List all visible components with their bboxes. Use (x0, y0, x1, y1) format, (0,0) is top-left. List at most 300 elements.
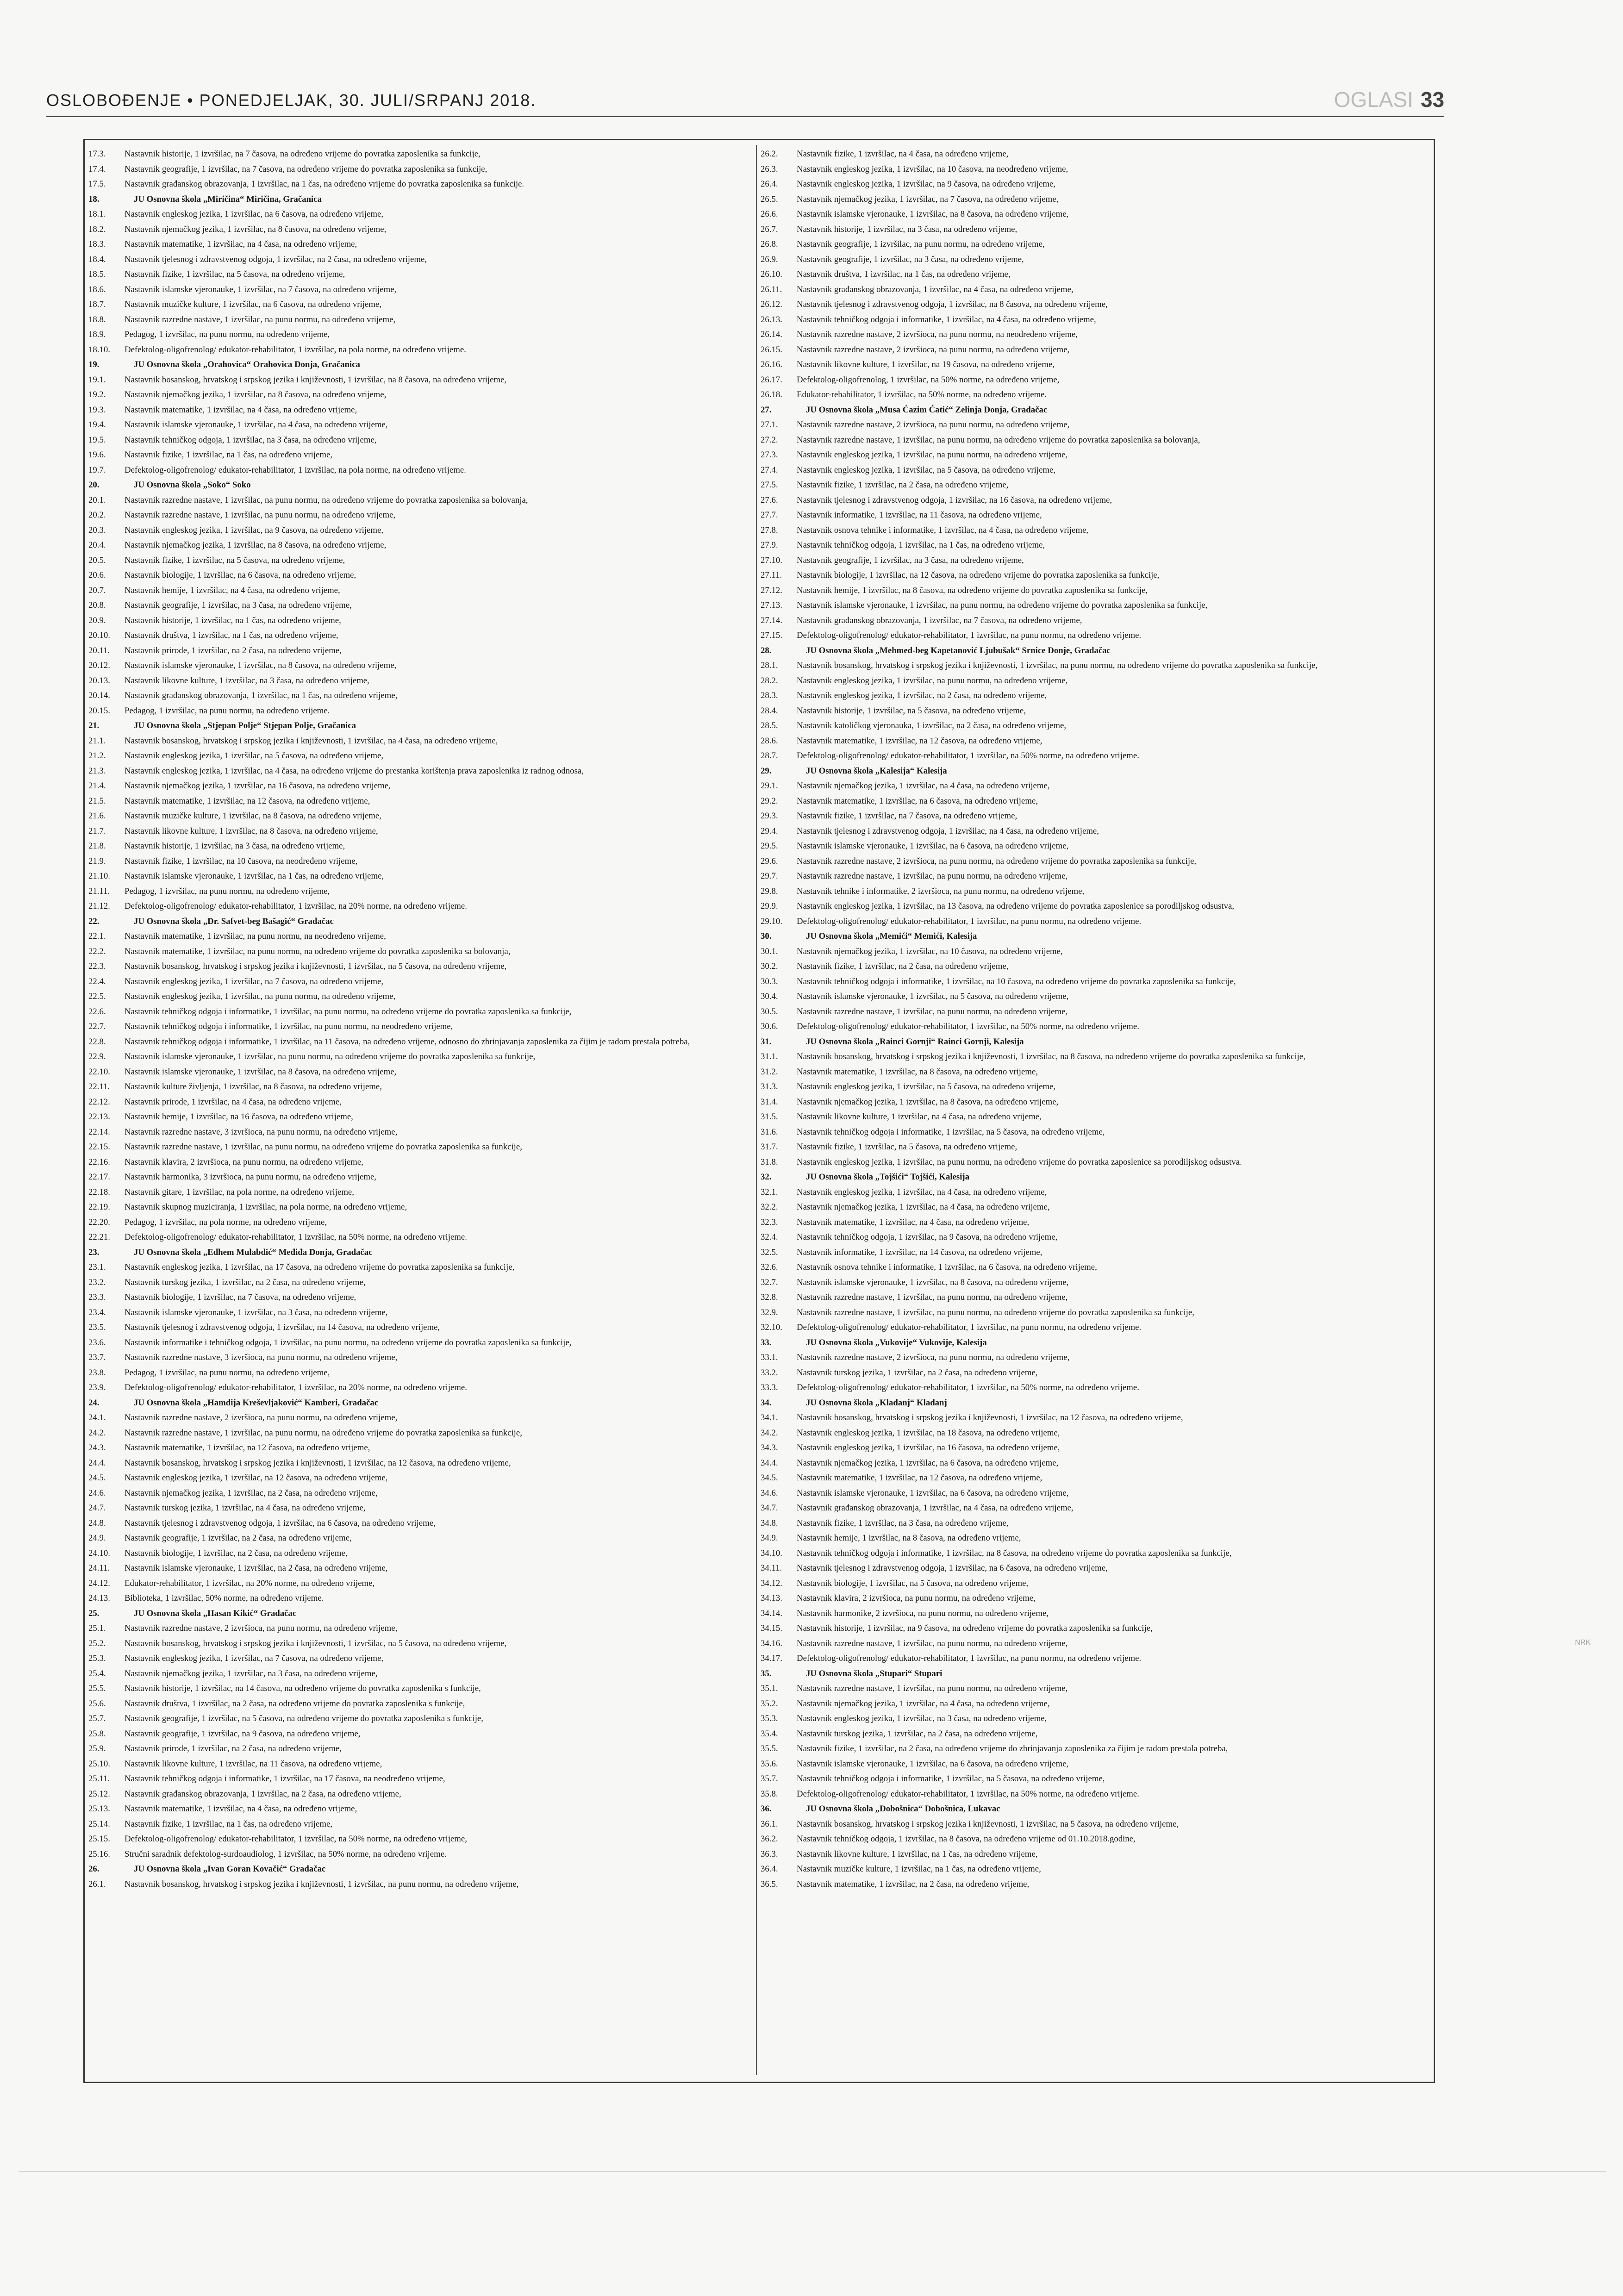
item-text: Nastavnik tjelesnog i zdravstvenog odgoja, 1 izvršilac, na 6 časova, na određeno vrijeme, (125, 1518, 436, 1528)
item-number: 32.7. (761, 1277, 778, 1287)
item-number: 24.13. (88, 1593, 110, 1603)
position-item (88, 989, 755, 1004)
position-item (761, 357, 1427, 373)
item-text: Nastavnik njemačkog jezika, 1 izvršilac, na 4 časa, na određeno vrijeme, (797, 781, 1050, 791)
item-number: 31.7. (761, 1142, 778, 1152)
item-text: Nastavnik engleskog jezika, 1 izvršilac, na 5 časova, na određeno vrijeme, (797, 1082, 1056, 1092)
item-text: JU Osnovna škola „Mehmed-beg Kapetanović Ljubušak“ Srnice Donje, Gradačac (806, 645, 1111, 655)
item-number: 22.15. (88, 1142, 110, 1152)
position-item (88, 704, 755, 719)
item-number: 30. (761, 931, 772, 941)
item-text: Nastavnik bosanskog, hrvatskog i srpskog jezika i književnosti, 1 izvršilac, na 5 časova, na određeno vrijeme, (125, 961, 507, 971)
item-number: 27.2. (761, 435, 778, 445)
item-text: Nastavnik njemačkog jezika, 1 izvršilac, na 4 časa, na određeno vrijeme, (797, 1698, 1050, 1709)
item-text: Nastavnik tjelesnog i zdravstvenog odgoja, 1 izvršilac, na 6 časova, na određeno vrijeme, (797, 1563, 1108, 1573)
position-item (88, 1350, 755, 1366)
position-item (88, 1621, 755, 1636)
item-number: 25.2. (88, 1638, 106, 1648)
item-number: 19.7. (88, 465, 106, 475)
item-number: 25.3. (88, 1653, 106, 1663)
item-number: 24.11. (88, 1563, 110, 1573)
item-text: Defektolog-oligofrenolog/ edukator-rehabilitator, 1 izvršilac, na 50% norme, na određeno vrijeme. (797, 751, 1139, 761)
position-item (88, 1004, 755, 1020)
item-number: 26.2. (761, 149, 778, 159)
item-text: Nastavnik njemačkog jezika, 1 izvršilac, na 4 časa, na određeno vrijeme, (797, 1202, 1050, 1212)
item-number: 21.1. (88, 736, 106, 746)
position-item (761, 1230, 1427, 1245)
item-number: 32.6. (761, 1262, 778, 1272)
item-number: 34.9. (761, 1533, 778, 1543)
right-column (761, 147, 1427, 2072)
item-number: 32.4. (761, 1232, 778, 1242)
item-text: Nastavnik bosanskog, hrvatskog i srpskog jezika i književnosti, 1 izvršilac, na 8 časova, na određeno vrijeme do povratka zaposlenika sa funkcije, (797, 1052, 1305, 1061)
item-number: 27.6. (761, 495, 778, 505)
position-item (761, 1727, 1427, 1742)
position-item (88, 1335, 755, 1351)
school-heading (88, 1396, 755, 1411)
item-text: Nastavnik njemačkog jezika, 1 izvršilac, na 16 časova, na određeno vrijeme, (125, 781, 391, 791)
item-number: 35.5. (761, 1744, 778, 1753)
item-text: Nastavnik razredne nastave, 1 izvršilac, na punu normu, na određeno vrijeme, (125, 510, 396, 520)
item-text: Nastavnik historije, 1 izvršilac, na 5 časova, na određeno vrijeme, (797, 705, 1026, 716)
position-item (88, 1501, 755, 1516)
position-item (761, 463, 1427, 478)
item-number: 28.3. (761, 691, 778, 700)
item-number: 31.4. (761, 1097, 778, 1107)
school-heading (761, 1666, 1427, 1682)
item-number: 19.2. (88, 390, 106, 399)
school-heading (88, 192, 755, 207)
item-number: 23. (88, 1247, 100, 1257)
item-text: Nastavnik građanskog obrazovanja, 1 izvršilac, na 4 časa, na određeno vrijeme, (797, 284, 1074, 294)
item-text: Nastavnik islamske vjeronauke, 1 izvršilac, na 1 čas, na određeno vrijeme, (125, 871, 384, 881)
position-item (761, 1817, 1427, 1832)
item-number: 21.4. (88, 781, 106, 791)
item-text: Nastavnik klavira, 2 izvršioca, na punu normu, na određeno vrijeme, (125, 1157, 363, 1167)
item-text: Pedagog, 1 izvršilac, na punu normu, na određeno vrijeme, (125, 330, 330, 339)
position-item (88, 1636, 755, 1652)
item-number: 34.6. (761, 1488, 778, 1498)
item-number: 20.5. (88, 555, 106, 565)
item-number: 28.5. (761, 721, 778, 730)
item-number: 25.6. (88, 1698, 106, 1709)
position-item (88, 809, 755, 824)
item-number: 35.1. (761, 1684, 778, 1693)
position-item (88, 327, 755, 343)
item-number: 34.17. (761, 1653, 782, 1663)
position-item (88, 1697, 755, 1712)
item-number: 27.12. (761, 585, 782, 595)
item-number: 26.4. (761, 179, 778, 189)
item-number: 35.3. (761, 1714, 778, 1723)
item-number: 34. (761, 1398, 772, 1408)
item-number: 22.11. (88, 1082, 110, 1092)
position-item (88, 523, 755, 538)
item-number: 33.1. (761, 1353, 778, 1362)
item-text: Edukator-rehabilitator, 1 izvršilac, na 20% norme, na određeno vrijeme, (125, 1578, 375, 1588)
item-number: 34.7. (761, 1503, 778, 1513)
position-item (761, 869, 1427, 884)
ad-box (83, 139, 1435, 2083)
school-heading (88, 1862, 755, 1877)
position-item (88, 222, 755, 237)
item-text: Nastavnik fizike, 1 izvršilac, na 10 časova, na neodređeno vrijeme, (125, 856, 358, 866)
item-number: 19. (88, 360, 100, 369)
position-item (88, 463, 755, 478)
item-text: Nastavnik gitare, 1 izvršilac, na pola norme, na određeno vrijeme, (125, 1187, 354, 1197)
item-number: 34.16. (761, 1638, 782, 1648)
item-text: Nastavnik islamske vjeronauke, 1 izvršilac, na 2 časa, na određeno vrijeme, (125, 1563, 388, 1573)
item-number: 18.4. (88, 254, 106, 264)
item-text: Nastavnik biologije, 1 izvršilac, na 6 časova, na određeno vrijeme, (125, 570, 356, 580)
margin-marker: NRK (1575, 1639, 1591, 1647)
item-text: Nastavnik geografije, 1 izvršilac, na punu normu, na određeno vrijeme, (797, 239, 1045, 249)
position-item (761, 1651, 1427, 1666)
item-text: Nastavnik geografije, 1 izvršilac, na 3 časa, na određeno vrijeme, (125, 600, 352, 610)
item-text: Nastavnik harmonika, 3 izvršioca, na punu normu, na određeno vrijeme, (125, 1172, 376, 1182)
position-item (761, 899, 1427, 914)
position-item (88, 674, 755, 689)
position-item (761, 373, 1427, 388)
position-item (761, 433, 1427, 448)
position-item (88, 854, 755, 869)
position-item (88, 1471, 755, 1486)
position-item (88, 658, 755, 674)
position-item (88, 1110, 755, 1125)
item-text: Nastavnik islamske vjeronauke, 1 izvršilac, na 8 časova, na određeno vrijeme, (797, 1277, 1069, 1287)
item-number: 25.13. (88, 1804, 110, 1814)
position-item (88, 1802, 755, 1817)
item-text: Nastavnik tehničkog odgoja i informatike, 1 izvršilac, na 11 časova, na određeno vrijeme, odnosno do zbrinjavanja zaposlenika za čijim je radom prestala potreba, (125, 1036, 690, 1047)
position-item (88, 1727, 755, 1742)
item-number: 27.14. (761, 615, 782, 625)
position-item (88, 1065, 755, 1080)
item-text: Nastavnik tehničkog odgoja, 1 izvršilac, na 8 časova, na određeno vrijeme od 01.10.2018.godine, (797, 1834, 1136, 1844)
position-item (88, 508, 755, 523)
item-number: 34.5. (761, 1473, 778, 1483)
item-text: Nastavnik engleskog jezika, 1 izvršilac, na punu normu, na određeno vrijeme do povratka zaposlenice sa porodiljskog odsustva. (797, 1157, 1242, 1167)
item-text: JU Osnovna škola „Kalesija“ Kalesija (806, 766, 947, 776)
item-number: 29.6. (761, 856, 778, 866)
item-number: 26.14. (761, 330, 782, 339)
position-item (88, 1441, 755, 1456)
position-item (761, 343, 1427, 358)
item-number: 20.15. (88, 705, 110, 716)
position-item (761, 1561, 1427, 1576)
position-item (88, 598, 755, 613)
item-number: 32.2. (761, 1202, 778, 1212)
position-item (761, 1185, 1427, 1200)
position-item (88, 824, 755, 839)
item-text: Nastavnik razredne nastave, 2 izvršioca, na punu normu, na određeno vrijeme, (797, 1353, 1070, 1362)
position-item (88, 207, 755, 222)
item-text: Nastavnik bosanskog, hrvatskog i srpskog jezika i književnosti, 1 izvršilac, na 12 časova, na određeno vrijeme, (125, 1458, 511, 1468)
item-text: Nastavnik razredne nastave, 3 izvršioca, na punu normu, na određeno vrijeme, (125, 1353, 398, 1362)
item-text: JU Osnovna škola „Miričina“ Miričina, Gračanica (134, 194, 322, 204)
position-item (88, 1230, 755, 1245)
item-text: Nastavnik engleskog jezika, 1 izvršilac, na 9 časova, na određeno vrijeme, (125, 525, 384, 535)
item-text: Defektolog-oligofrenolog/ edukator-rehabilitator, 1 izvršilac, na 50% norme, na određeno vrijeme. (797, 1383, 1139, 1392)
item-number: 20.11. (88, 645, 110, 655)
item-number: 27.4. (761, 465, 778, 475)
position-item (88, 1215, 755, 1230)
item-number: 19.6. (88, 450, 106, 460)
position-item (88, 1847, 755, 1862)
item-number: 33.2. (761, 1367, 778, 1378)
item-number: 27.9. (761, 540, 778, 550)
item-number: 28.1. (761, 661, 778, 670)
item-text: Nastavnik biologije, 1 izvršilac, na 7 časova, na određeno vrijeme, (125, 1292, 356, 1302)
item-text: Pedagog, 1 izvršilac, na punu normu, na određeno vrijeme, (125, 1367, 330, 1378)
item-text: Nastavnik razredne nastave, 1 izvršilac, na punu normu, na određeno vrijeme, (797, 1684, 1068, 1693)
item-number: 36.5. (761, 1879, 778, 1889)
item-text: Nastavnik likovne kulture, 1 izvršilac, na 4 časa, na određeno vrijeme, (797, 1112, 1042, 1122)
position-item (761, 1110, 1427, 1125)
position-item (761, 267, 1427, 282)
item-text: Nastavnik geografije, 1 izvršilac, na 7 časova, na određeno vrijeme do povratka zaposlenika sa funkcije, (125, 164, 487, 174)
item-text: Nastavnik islamske vjeronauke, 1 izvršilac, na 6 časova, na određeno vrijeme, (797, 841, 1069, 851)
position-item (761, 1576, 1427, 1591)
position-item (761, 1260, 1427, 1275)
position-item (761, 613, 1427, 629)
item-text: Nastavnik tjelesnog i zdravstvenog odgoja, 1 izvršilac, na 14 časova, na određeno vrijeme, (125, 1323, 440, 1332)
item-text: Biblioteka, 1 izvršilac, 50% norme, na određeno vrijeme. (125, 1593, 324, 1603)
position-item (88, 147, 755, 162)
item-number: 26.11. (761, 284, 782, 294)
position-item (88, 1486, 755, 1501)
item-text: Nastavnik tjelesnog i zdravstvenog odgoja, 1 izvršilac, na 16 časova, na određeno vrijeme, (797, 495, 1112, 505)
item-number: 18.1. (88, 209, 106, 219)
position-item (88, 884, 755, 899)
item-number: 34.11. (761, 1563, 782, 1573)
item-number: 26.12. (761, 299, 782, 309)
item-number: 28.4. (761, 705, 778, 716)
item-text: Nastavnik njemačkog jezika, 1 izvršilac, na 8 časova, na određeno vrijeme, (125, 390, 387, 399)
position-item (761, 1350, 1427, 1366)
position-item (88, 1079, 755, 1095)
item-text: JU Osnovna škola „Musa Ćazim Ćatić“ Zelinja Donja, Gradačac (806, 405, 1048, 415)
item-number: 27.10. (761, 555, 782, 565)
item-text: Nastavnik bosanskog, hrvatskog i srpskog jezika i književnosti, 1 izvršilac, na 5 časova, na određeno vrijeme, (125, 1638, 507, 1648)
item-text: Nastavnik tehničkog odgoja i informatike, 1 izvršilac, na punu normu, na neodređeno vrijeme, (125, 1022, 453, 1031)
item-number: 35. (761, 1668, 772, 1678)
item-text: Nastavnik islamske vjeronauke, 1 izvršilac, na 6 časova, na određeno vrijeme, (797, 1759, 1069, 1769)
item-number: 33. (761, 1337, 772, 1348)
item-text: Nastavnik engleskog jezika, 1 izvršilac, na 7 časova, na određeno vrijeme, (125, 976, 384, 986)
item-text: Nastavnik engleskog jezika, 1 izvršilac, na 5 časova, na određeno vrijeme, (125, 751, 384, 761)
position-item (761, 1877, 1427, 1892)
item-number: 26.16. (761, 360, 782, 369)
position-item (88, 373, 755, 388)
item-text: Nastavnik islamske vjeronauke, 1 izvršilac, na 8 časova, na određeno vrijeme, (797, 209, 1069, 219)
item-number: 29.3. (761, 811, 778, 821)
item-text: Defektolog-oligofrenolog/ edukator-rehabilitator, 1 izvršilac, na pola norme, na određeno vrijeme. (125, 465, 466, 475)
school-heading (761, 1035, 1427, 1050)
item-number: 32.3. (761, 1217, 778, 1227)
item-number: 19.3. (88, 405, 106, 415)
position-item (761, 583, 1427, 599)
position-item (761, 1681, 1427, 1697)
item-text: Nastavnik njemačkog jezika, 1 izvršilac, na 8 časova, na određeno vrijeme, (797, 1097, 1059, 1107)
item-number: 36.3. (761, 1849, 778, 1859)
item-number: 22. (88, 916, 100, 926)
page-number: 33 (1420, 87, 1444, 112)
item-text: Nastavnik biologije, 1 izvršilac, na 12 časova, na određeno vrijeme do povratka zaposlenika sa funkcije, (797, 570, 1160, 580)
school-heading (761, 1802, 1427, 1817)
item-number: 27. (761, 405, 772, 415)
item-text: Nastavnik razredne nastave, 2 izvršioca, na punu normu, na određeno vrijeme, (797, 420, 1070, 430)
item-text: Nastavnik engleskog jezika, 1 izvršilac, na punu normu, na određeno vrijeme, (125, 992, 396, 1001)
item-text: Nastavnik tjelesnog i zdravstvenog odgoja, 1 izvršilac, na 4 časa, na određeno vrijeme, (797, 826, 1099, 836)
item-number: 24.1. (88, 1413, 106, 1423)
position-item (761, 1471, 1427, 1486)
item-number: 32.10. (761, 1323, 782, 1332)
position-item (88, 643, 755, 659)
position-item (761, 493, 1427, 508)
item-text: Nastavnik fizike, 1 izvršilac, na 1 čas, na određeno vrijeme, (125, 1819, 333, 1829)
item-text: Defektolog-oligofrenolog/ edukator-rehabilitator, 1 izvršilac, na punu normu, na određeno vrijeme. (797, 1323, 1142, 1332)
position-item (761, 297, 1427, 312)
position-item (88, 1817, 755, 1832)
item-number: 32.5. (761, 1247, 778, 1257)
item-text: Nastavnik turskog jezika, 1 izvršilac, na 2 časa, na određeno vrijeme, (797, 1367, 1038, 1378)
item-text: Nastavnik razredne nastave, 2 izvršioca, na punu normu, na određeno vrijeme do povratka zaposlenika sa funkcije, (797, 856, 1197, 866)
position-item (88, 343, 755, 358)
item-text: Nastavnik klavira, 2 izvršioca, na punu normu, na određeno vrijeme, (797, 1593, 1036, 1603)
item-text: Nastavnik bosanskog, hrvatskog i srpskog jezika i književnosti, 1 izvršilac, na punu normu, na određeno vrijeme, (125, 1879, 519, 1889)
item-number: 30.6. (761, 1022, 778, 1031)
item-text: Nastavnik tehničkog odgoja i informatike, 1 izvršilac, na 8 časova, na određeno vrijeme do povratka zaposlenika sa funkcije, (797, 1548, 1232, 1558)
item-number: 22.6. (88, 1006, 106, 1017)
item-text: Nastavnik razredne nastave, 2 izvršioca, na punu normu, na neodređeno vrijeme, (797, 330, 1078, 339)
item-number: 21.2. (88, 751, 106, 761)
item-text: Nastavnik engleskog jezika, 1 izvršilac, na 13 časova, na određeno vrijeme do povratka zaposlenice sa porodiljskog odsustva, (797, 901, 1235, 911)
position-item (761, 1591, 1427, 1606)
position-item (761, 854, 1427, 869)
position-item (88, 1772, 755, 1787)
item-number: 25.15. (88, 1834, 110, 1844)
position-item (761, 282, 1427, 298)
item-number: 22.9. (88, 1052, 106, 1061)
position-item (88, 1531, 755, 1546)
item-number: 34.2. (761, 1428, 778, 1438)
item-text: JU Osnovna škola „Rainci Gornji“ Rainci Gornji, Kalesija (806, 1036, 1024, 1047)
item-text: Nastavnik fizike, 1 izvršilac, na 4 časa, na određeno vrijeme, (797, 149, 1009, 159)
item-text: Nastavnik prirode, 1 izvršilac, na 2 časa, na određeno vrijeme, (125, 1744, 342, 1753)
item-number: 18.10. (88, 344, 110, 355)
item-text: JU Osnovna škola „Kladanj“ Kladanj (806, 1398, 947, 1408)
item-number: 29.5. (761, 841, 778, 851)
position-item (761, 1245, 1427, 1260)
item-number: 36.1. (761, 1819, 778, 1829)
item-text: Nastavnik historije, 1 izvršilac, na 3 časa, na određeno vrijeme, (125, 841, 345, 851)
item-text: Nastavnik matematike, 1 izvršilac, na 6 časova, na određeno vrijeme, (797, 796, 1038, 806)
item-number: 20.10. (88, 630, 110, 640)
position-item (88, 418, 755, 433)
item-number: 31.3. (761, 1082, 778, 1092)
position-item (88, 252, 755, 268)
item-text: Nastavnik engleskog jezika, 1 izvršilac, na 12 časova, na određeno vrijeme, (125, 1473, 388, 1483)
item-number: 26.18. (761, 390, 782, 399)
item-number: 25. (88, 1608, 100, 1618)
item-text: Nastavnik hemije, 1 izvršilac, na 8 časova, na određeno vrijeme, (797, 1533, 1021, 1543)
position-item (761, 1546, 1427, 1561)
position-item (88, 297, 755, 312)
item-text: Nastavnik historije, 1 izvršilac, na 3 časa, na određeno vrijeme, (797, 224, 1017, 234)
position-item (88, 1185, 755, 1200)
item-text: Edukator-rehabilitator, 1 izvršilac, na 50% norme, na određeno vrijeme. (797, 390, 1047, 399)
position-item (761, 1155, 1427, 1170)
item-number: 18.2. (88, 224, 106, 234)
item-text: Nastavnik informatike, 1 izvršilac, na 14 časova, na određeno vrijeme, (797, 1247, 1042, 1257)
item-number: 27.13. (761, 600, 782, 610)
item-number: 36.2. (761, 1834, 778, 1844)
position-item (761, 1516, 1427, 1531)
position-item (88, 899, 755, 914)
item-number: 22.18. (88, 1187, 110, 1197)
item-text: JU Osnovna škola „Dobošnica“ Dobošnica, Lukavac (806, 1804, 1000, 1814)
item-number: 21.12. (88, 901, 110, 911)
item-number: 24.2. (88, 1428, 106, 1438)
section-name: OGLASI (1334, 87, 1413, 112)
bottom-rule (19, 2171, 1606, 2172)
item-number: 26.8. (761, 239, 778, 249)
item-text: Nastavnik biologije, 1 izvršilac, na 5 časova, na određeno vrijeme, (797, 1578, 1029, 1588)
item-text: JU Osnovna škola „Hasan Kikić“ Gradačac (134, 1608, 297, 1618)
position-item (88, 869, 755, 884)
item-number: 27.8. (761, 525, 778, 535)
position-item (88, 1260, 755, 1275)
item-number: 28.6. (761, 736, 778, 746)
item-number: 20.1. (88, 495, 106, 505)
position-item (88, 779, 755, 794)
item-text: Nastavnik matematike, 1 izvršilac, na 4 časa, na određeno vrijeme, (797, 1217, 1030, 1227)
item-text: JU Osnovna škola „Vukovije“ Vukovije, Kalesija (806, 1337, 987, 1348)
position-item (88, 583, 755, 599)
item-text: Nastavnik društva, 1 izvršilac, na 2 časa, na određeno vrijeme do povratka zaposlenika s funkcije, (125, 1698, 465, 1709)
item-text: Nastavnik njemačkog jezika, 1 izvršilac, na 7 časova, na određeno vrijeme, (797, 194, 1059, 204)
item-number: 30.5. (761, 1006, 778, 1017)
item-number: 26.5. (761, 194, 778, 204)
item-number: 36.4. (761, 1864, 778, 1874)
item-text: Nastavnik razredne nastave, 1 izvršilac, na punu normu, na određeno vrijeme, (797, 1292, 1068, 1302)
position-item (761, 718, 1427, 734)
position-item (761, 704, 1427, 719)
position-item (761, 1757, 1427, 1772)
item-text: Nastavnik građanskog obrazovanja, 1 izvršilac, na 7 časova, na određeno vrijeme, (797, 615, 1082, 625)
position-item (88, 1035, 755, 1050)
item-text: Nastavnik tjelesnog i zdravstvenog odgoja, 1 izvršilac, na 2 časa, na određeno vrijeme, (125, 254, 427, 264)
item-text: Nastavnik geografije, 1 izvršilac, na 3 časa, na određeno vrijeme, (797, 555, 1024, 565)
item-number: 29.4. (761, 826, 778, 836)
item-text: Nastavnik razredne nastave, 1 izvršilac, na punu normu, na određeno vrijeme do povratka zaposlenika sa bolovanja, (125, 495, 528, 505)
item-number: 25.8. (88, 1728, 106, 1739)
item-text: Nastavnik geografije, 1 izvršilac, na 9 časova, na određeno vrijeme, (125, 1728, 361, 1739)
item-number: 22.3. (88, 961, 106, 971)
item-number: 21.9. (88, 856, 106, 866)
item-number: 17.4. (88, 164, 106, 174)
position-item (88, 448, 755, 463)
item-text: JU Osnovna škola „Dr. Safvet-beg Bašagić“ Gradačac (134, 916, 334, 926)
position-item (761, 1215, 1427, 1230)
item-text: Nastavnik tehničkog odgoja, 1 izvršilac, na 3 časa, na određeno vrijeme, (125, 435, 377, 445)
item-text: Nastavnik muzičke kulture, 1 izvršilac, na 8 časova, na određeno vrijeme, (125, 811, 381, 821)
item-number: 21.8. (88, 841, 106, 851)
item-text: Nastavnik društva, 1 izvršilac, na 1 čas, na određeno vrijeme, (125, 630, 338, 640)
position-item (761, 327, 1427, 343)
item-text: Nastavnik tehničkog odgoja, 1 izvršilac, na 1 čas, na određeno vrijeme, (797, 540, 1045, 550)
position-item (761, 1004, 1427, 1020)
